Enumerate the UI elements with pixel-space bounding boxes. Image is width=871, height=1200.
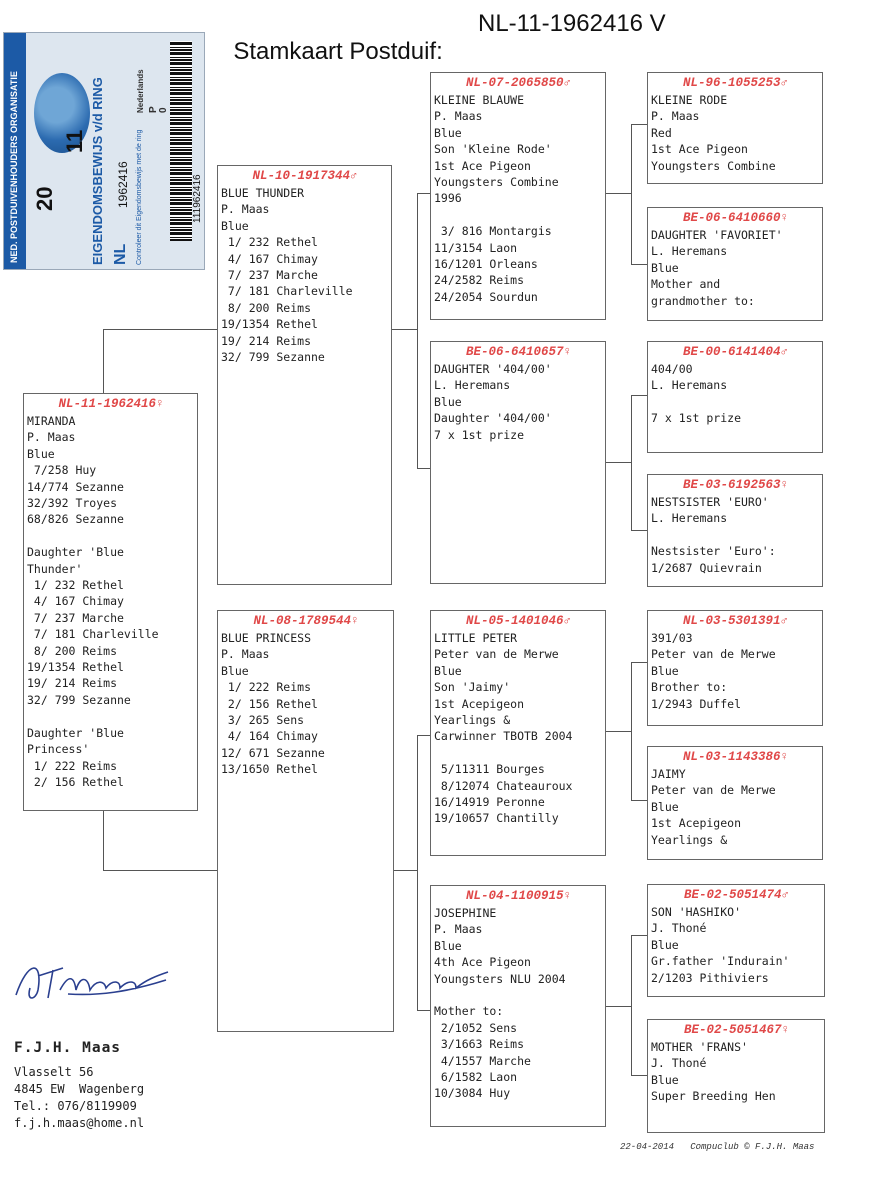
pigeon-detail-line: grandmother to: [651, 293, 755, 308]
pigeon-detail-line: 13/1650 Rethel [221, 762, 318, 777]
pigeon-detail-line: 6/1582 Laon [434, 1070, 518, 1085]
connector-line [631, 1075, 647, 1076]
pigeon-detail-line: 3/ 265 Sens [221, 713, 305, 728]
pigeon-detail-line: Youngsters NLU 2004 [434, 971, 566, 986]
pigeon-detail-line: 16/1201 Orleans [434, 257, 538, 272]
pigeon-detail-line [27, 708, 195, 724]
pigeon-detail-line: 68/826 Sezanne [27, 512, 124, 527]
pigeon-detail-line: 19/ 214 Reims [27, 676, 118, 691]
pigeon-detail-line: P. Maas [651, 109, 700, 124]
pigeon-box-dsd [647, 746, 823, 860]
pigeon-details [221, 630, 391, 778]
pigeon-detail-line: P. Maas [221, 647, 270, 662]
connector-line [606, 193, 631, 194]
pigeon-detail-line: Youngsters Combine [434, 175, 559, 190]
pigeon-detail-line: Thunder' [27, 561, 83, 576]
ring-number: BE-02-5051474♂ [683, 888, 790, 902]
pigeon-detail-line: 2/ 156 Rethel [27, 774, 124, 789]
pigeon-detail-line: 7/ 237 Marche [221, 268, 318, 283]
pigeon-detail-line: Son 'Kleine Rode' [434, 142, 552, 157]
pigeon-details [651, 494, 820, 576]
pigeon-detail-line: Daughter 'Blue [27, 725, 124, 740]
pigeon-detail-line: 11/3154 Laon [434, 240, 518, 255]
card-side-b: P [148, 106, 159, 113]
pigeon-detail-line: 24/2054 Sourdun [434, 289, 538, 304]
ring-number: NL-07-2065850♂ [465, 76, 572, 90]
pigeon-detail-line: 1/ 232 Rethel [27, 578, 124, 593]
pigeon-detail-line: 32/ 799 Sezanne [27, 692, 131, 707]
pigeon-detail-line [651, 527, 820, 543]
pigeon-details [651, 630, 820, 712]
pigeon-detail-line [434, 987, 603, 1003]
connector-line [606, 731, 631, 732]
pigeon-detail-line: 4/ 164 Chimay [221, 729, 318, 744]
pigeon-detail-line: Gr.father 'Indurain' [651, 954, 790, 969]
pigeon-detail-line: 7/ 181 Charleville [221, 284, 353, 299]
pigeon-detail-line: LITTLE PETER [434, 631, 518, 645]
pigeon-detail-line: 14/774 Sezanne [27, 479, 124, 494]
pigeon-details [221, 185, 389, 365]
pigeon-details [434, 630, 603, 827]
pigeon-detail-line: Blue [434, 663, 462, 678]
connector-line [417, 735, 418, 1010]
ring-number: NL-05-1401046♂ [465, 614, 572, 628]
ring-number: NL-03-1143386♀ [682, 750, 789, 764]
pigeon-detail-line: 391/03 [651, 631, 693, 645]
ring-number: NL-08-1789544♀ [253, 614, 359, 628]
pigeon-detail-line: Blue [651, 937, 679, 952]
pigeon-detail-line: 19/1354 Rethel [221, 317, 318, 332]
pigeon-detail-line [434, 745, 603, 761]
card-barcode-number: 111962416 [192, 174, 203, 223]
pigeon-detail-line: 7/ 181 Charleville [27, 627, 159, 642]
pigeon-detail-line: Blue [434, 394, 462, 409]
pigeon-detail-line: Blue [434, 938, 462, 953]
pigeon-detail-line: 5/11311 Bourges [434, 762, 545, 777]
pigeon-detail-line: KLEINE BLAUWE [434, 93, 525, 107]
pigeon-detail-line [434, 207, 603, 223]
breeder-email: f.j.h.maas@home.nl [14, 1116, 145, 1130]
pigeon-detail-line: Yearlings & [651, 832, 728, 847]
pigeon-detail-line: 1st Acepigeon [651, 816, 742, 831]
ring-ownership-card [3, 32, 205, 270]
connector-line [631, 395, 632, 530]
breeder-address-line: Vlasselt 56 [14, 1065, 94, 1079]
pigeon-detail-line: 1st Ace Pigeon [651, 142, 748, 157]
pigeon-detail-line: Son 'Jaimy' [434, 680, 511, 695]
pigeon-detail-line: Nestsister 'Euro': [651, 544, 776, 559]
connector-line [631, 662, 632, 800]
pigeon-detail-line: 7 x 1st prize [651, 411, 742, 426]
connector-line [392, 870, 417, 871]
pigeon-details [434, 361, 603, 443]
connector-line [631, 935, 647, 936]
ring-number: BE-06-6410657♀ [465, 345, 572, 359]
title-label: Stamkaart Postduif: [233, 38, 443, 65]
pigeon-detail-line: P. Maas [434, 922, 483, 937]
footer [620, 1142, 814, 1152]
pigeon-detail-line: L. Heremans [651, 244, 728, 259]
ring-number: BE-02-5051467♀ [683, 1023, 790, 1037]
connector-line [103, 870, 217, 871]
pigeon-detail-line: 1996 [434, 191, 462, 206]
pigeon-detail-line: 2/ 156 Rethel [221, 696, 318, 711]
pigeon-detail-line: Daughter '404/00' [434, 411, 552, 426]
breeder-info [14, 1040, 234, 1132]
pigeon-detail-line: 19/10657 Chantilly [434, 811, 559, 826]
pigeon-box-sdd [647, 474, 823, 587]
connector-line [631, 395, 647, 396]
pigeon-detail-line: JAIMY [651, 767, 686, 781]
pigeon-detail-line: 4/1557 Marche [434, 1053, 531, 1068]
ring-number: BE-03-6192563♀ [682, 478, 789, 492]
pigeon-detail-line: L. Heremans [651, 378, 728, 393]
pigeon-detail-line: Blue [651, 663, 679, 678]
card-cert-title: EIGENDOMSBEWIJS v/d RING [90, 77, 105, 265]
pigeon-detail-line: Mother and [651, 277, 721, 292]
ring-number: NL-03-5301391♂ [682, 614, 789, 628]
pigeon-detail-line: Mother to: [434, 1004, 504, 1019]
pigeon-detail-line: 19/1354 Rethel [27, 660, 124, 675]
pigeon-box-dam-dam [430, 885, 606, 1127]
card-small-text: Controleer dit Eigendomsbewijs met de ring [136, 129, 143, 265]
pigeon-detail-line: 8/ 200 Reims [221, 300, 312, 315]
pigeon-detail-line: 12/ 671 Sezanne [221, 745, 325, 760]
pigeon-detail-line: Blue [651, 1072, 679, 1087]
pigeon-details [27, 413, 195, 790]
pigeon-detail-line: BLUE THUNDER [221, 186, 305, 200]
pigeon-detail-line: 32/392 Troyes [27, 496, 118, 511]
pigeon-detail-line: 404/00 [651, 362, 693, 376]
pigeon-detail-line: 2/1052 Sens [434, 1020, 518, 1035]
connector-line [631, 264, 647, 265]
pigeon-detail-line: Princess' [27, 742, 90, 757]
pigeon-detail-line: 1/2687 Quievrain [651, 560, 762, 575]
pigeon-detail-line: 1st Acepigeon [434, 696, 525, 711]
pigeon-detail-line: 1st Ace Pigeon [434, 158, 531, 173]
pigeon-detail-line: JOSEPHINE [434, 906, 497, 920]
pigeon-box-dss [647, 610, 823, 726]
footer-date: 22-04-2014 [620, 1142, 675, 1152]
card-side-a: Nederlands [136, 69, 145, 113]
ring-number: BE-00-6141404♂ [682, 345, 789, 359]
pigeon-detail-line: L. Heremans [651, 511, 728, 526]
pigeon-detail-line: Blue [651, 260, 679, 275]
breeder-name: F.J.H. Maas [14, 1040, 122, 1056]
card-org-text: NED. POSTDUIVENHOUDERS ORGANISATIE [9, 71, 19, 263]
pigeon-box-dds [647, 884, 825, 997]
pigeon-box-ssd [647, 207, 823, 321]
barcode [170, 41, 192, 241]
pigeon-detail-line: 7 x 1st prize [434, 427, 525, 442]
pigeon-detail-line: 1/ 232 Rethel [221, 235, 318, 250]
pigeon-detail-line: Peter van de Merwe [434, 647, 559, 662]
pigeon-detail-line: P. Maas [27, 430, 76, 445]
connector-line [631, 800, 647, 801]
connector-line [417, 735, 430, 736]
pigeon-detail-line: 1/ 222 Reims [27, 758, 118, 773]
breeder-phone: Tel.: 076/8119909 [14, 1099, 137, 1113]
pigeon-details [651, 766, 820, 848]
pigeon-details [651, 904, 822, 986]
pigeon-detail-line: 1/2943 Duffel [651, 696, 742, 711]
ring-number: NL-96-1055253♂ [682, 76, 789, 90]
pigeon-detail-line [651, 394, 820, 410]
connector-line [392, 329, 417, 330]
connector-line [417, 193, 430, 194]
pigeon-detail-line: Youngsters Combine [651, 158, 776, 173]
card-year-right: 11 [62, 129, 87, 153]
pigeon-details [651, 361, 820, 427]
ring-number: NL-04-1100915♀ [465, 889, 572, 903]
pigeon-detail-line: Peter van de Merwe [651, 783, 776, 798]
pigeon-detail-line: SON 'HASHIKO' [651, 905, 742, 919]
pigeon-detail-line: J. Thoné [651, 921, 707, 936]
pigeon-box-dam-sire [430, 610, 606, 856]
pigeon-details [651, 1039, 822, 1105]
pigeon-detail-line: 4th Ace Pigeon [434, 955, 531, 970]
pigeon-detail-line: P. Maas [221, 202, 270, 217]
pigeon-detail-line: 8/12074 Chateauroux [434, 778, 573, 793]
pigeon-box-ddd [647, 1019, 825, 1133]
connector-line [417, 193, 418, 468]
pigeon-detail-line: 7/ 237 Marche [27, 610, 124, 625]
pigeon-detail-line: P. Maas [434, 109, 483, 124]
pigeon-details [651, 227, 820, 309]
pigeon-detail-line: 2/1203 Pithiviers [651, 970, 769, 985]
pigeon-detail-line: Carwinner TBOTB 2004 [434, 729, 573, 744]
pigeon-detail-line: Blue [221, 663, 249, 678]
connector-line [606, 462, 631, 463]
pigeon-detail-line: 1/ 222 Reims [221, 680, 312, 695]
pigeon-detail-line: MIRANDA [27, 414, 76, 428]
pigeon-detail-line: DAUGHTER 'FAVORIET' [651, 228, 783, 242]
signature-image [8, 950, 178, 1010]
pigeon-detail-line: 16/14919 Peronne [434, 795, 545, 810]
pigeon-detail-line: Brother to: [651, 680, 728, 695]
ring-number: NL-10-1917344♂ [252, 169, 358, 183]
pigeon-detail-line: 4/ 167 Chimay [27, 594, 124, 609]
card-year-left: 20 [32, 186, 57, 211]
pigeon-box-dam [217, 610, 394, 1032]
pigeon-box-sire [217, 165, 392, 585]
connector-line [417, 1010, 430, 1011]
pigeon-box-sds [647, 341, 823, 453]
pigeon-detail-line: Blue [434, 125, 462, 140]
ring-number: BE-06-6410660♀ [682, 211, 789, 225]
ring-number: NL-11-1962416♀ [58, 397, 164, 411]
pigeon-detail-line: 8/ 200 Reims [27, 643, 118, 658]
connector-line [417, 468, 430, 469]
pigeon-detail-line: KLEINE RODE [651, 93, 728, 107]
pigeon-box-sire-dam [430, 341, 606, 584]
pigeon-detail-line: J. Thoné [651, 1056, 707, 1071]
title-ring-number: NL-11-1962416 V [478, 10, 666, 37]
pigeon-detail-line: Blue [651, 799, 679, 814]
pigeon-detail-line [27, 528, 195, 544]
pigeon-detail-line: Blue [27, 446, 55, 461]
pigeon-details [434, 905, 603, 1102]
pigeon-detail-line: Red [651, 125, 672, 140]
breeder-address-line: 4845 EW Wagenberg [14, 1082, 145, 1096]
pigeon-detail-line: Super Breeding Hen [651, 1089, 776, 1104]
connector-line [631, 124, 647, 125]
pigeon-detail-line: MOTHER 'FRANS' [651, 1040, 748, 1054]
pigeon-detail-line: DAUGHTER '404/00' [434, 362, 552, 376]
connector-line [103, 329, 217, 330]
connector-line [631, 124, 632, 264]
connector-line [631, 935, 632, 1075]
pigeon-detail-line: 24/2582 Reims [434, 273, 525, 288]
pigeon-detail-line: 32/ 799 Sezanne [221, 350, 325, 365]
footer-credit: Compuclub © F.J.H. Maas [690, 1142, 815, 1152]
connector-line [606, 1006, 631, 1007]
pigeon-detail-line: 19/ 214 Reims [221, 333, 312, 348]
pigeon-detail-line: 3/ 816 Montargis [434, 224, 552, 239]
pigeon-details [434, 92, 603, 305]
pigeon-detail-line: 10/3084 Huy [434, 1086, 511, 1101]
connector-line [631, 662, 647, 663]
pigeon-detail-line: Yearlings & [434, 713, 511, 728]
pigeon-box-sss [647, 72, 823, 184]
pigeon-details [651, 92, 820, 174]
pigeon-box-sire-sire [430, 72, 606, 320]
pigeon-detail-line: BLUE PRINCESS [221, 631, 312, 645]
pigeon-detail-line: Blue [221, 218, 249, 233]
pigeon-detail-line: 7/258 Huy [27, 463, 97, 478]
pigeon-detail-line: L. Heremans [434, 378, 511, 393]
pigeon-detail-line: Peter van de Merwe [651, 647, 776, 662]
card-country: NL [112, 243, 129, 265]
pigeon-detail-line: 4/ 167 Chimay [221, 251, 318, 266]
pigeon-detail-line: 3/1663 Reims [434, 1037, 525, 1052]
card-side-c: 0 [158, 107, 169, 113]
pigeon-box-subject [23, 393, 198, 811]
pigeon-detail-line: NESTSISTER 'EURO' [651, 495, 769, 509]
connector-line [631, 530, 647, 531]
pigeon-detail-line: Daughter 'Blue [27, 545, 124, 560]
card-ring-number: 1962416 [116, 161, 130, 208]
